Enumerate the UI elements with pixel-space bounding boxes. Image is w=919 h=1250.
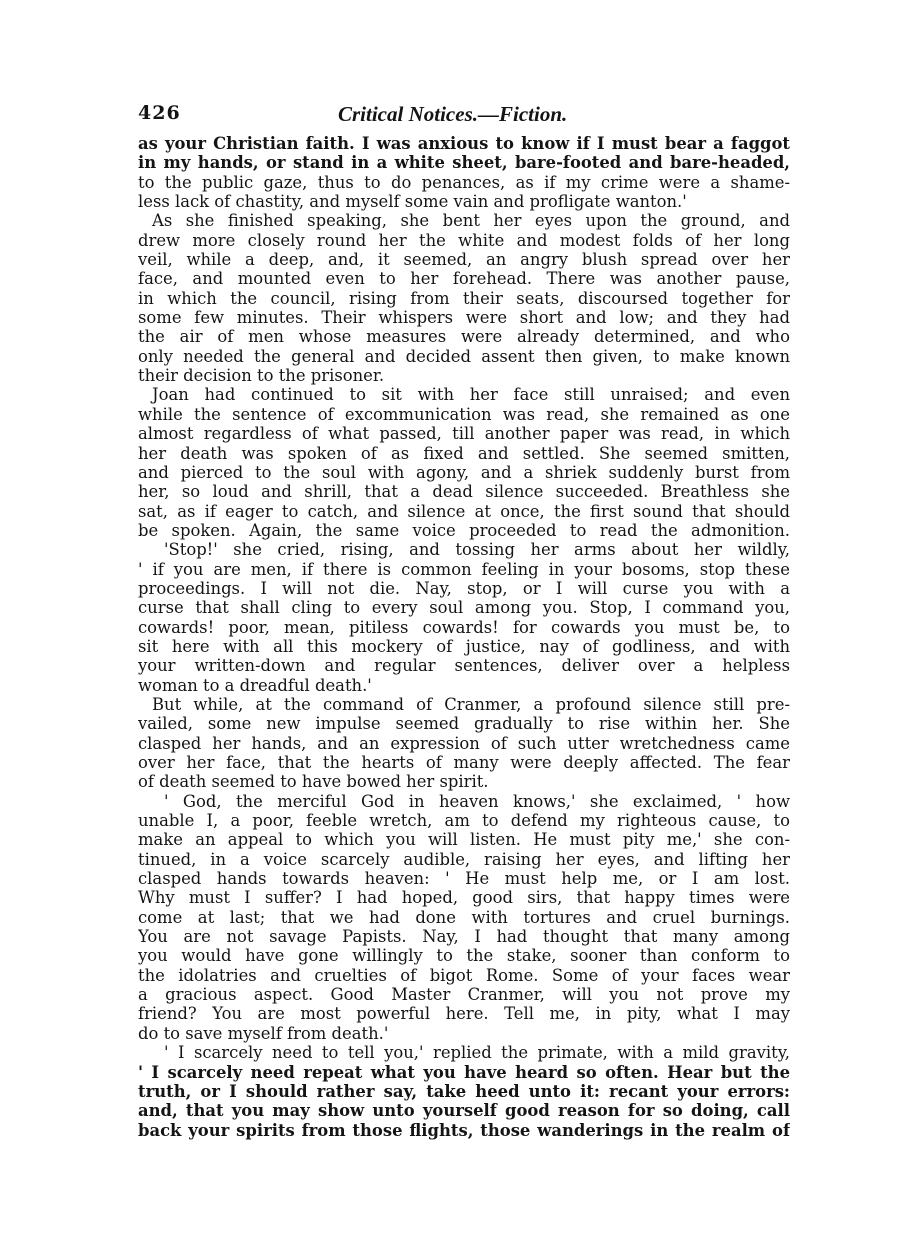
text-line: their decision to the prisoner. xyxy=(138,366,385,386)
text-line: in my hands, or stand in a white sheet, bare-footed and bare-headed, xyxy=(138,153,790,173)
text-line: her, so loud and shrill, that a dead silence succeeded. Breathless she xyxy=(138,482,790,502)
text-line: you would have gone willingly to the stake, sooner than conform to xyxy=(138,946,790,966)
text-line: woman to a dreadful death.' xyxy=(138,675,372,695)
text-line: tinued, in a voice scarcely audible, raising her eyes, and lifting her xyxy=(138,849,790,869)
text-line: vailed, some new impulse seemed gradually to rise within her. She xyxy=(138,714,790,734)
paragraph-start-line: ' God, the merciful God in heaven knows,' she exclaimed, ' how xyxy=(164,791,790,811)
paragraph-start-line: Joan had continued to sit with her face still unraised; and even xyxy=(152,385,790,405)
page-header xyxy=(138,102,790,126)
text-line: come at last; that we had done with tortures and cruel burnings. xyxy=(138,907,790,927)
paragraph-start-line: ' I scarcely need to tell you,' replied the primate, with a mild gravity, xyxy=(164,1043,790,1063)
text-line: a gracious aspect. Good Master Cranmer, will you not prove my xyxy=(138,985,790,1005)
text-line: proceedings. I will not die. Nay, stop, or I will curse you with a xyxy=(138,578,790,598)
text-line: while the sentence of excommunication was read, she remained as one xyxy=(138,404,790,424)
paragraph-start-line: As she finished speaking, she bent her eyes upon the ground, and xyxy=(152,211,790,231)
text-line: clasped her hands, and an expression of such utter wretchedness came xyxy=(138,733,790,753)
text-line: veil, while a deep, and, it seemed, an angry blush spread over her xyxy=(138,250,790,270)
text-line: back your spirits from those flights, those wanderings in the realm of xyxy=(138,1120,790,1140)
text-line: You are not savage Papists. Nay, I had thought that many among xyxy=(138,927,790,947)
text-line: ' if you are men, if there is common feeling in your bosoms, stop these xyxy=(138,559,790,579)
text-line: sat, as if eager to catch, and silence at once, the first sound that should xyxy=(138,501,790,521)
text-line: sit here with all this mockery of justice, nay of godliness, and with xyxy=(138,636,790,656)
body-text xyxy=(138,134,790,1140)
text-line: clasped hands towards heaven: ' He must help me, or I am lost. xyxy=(138,869,790,889)
text-line: almost regardless of what passed, till another paper was read, in which xyxy=(138,424,790,444)
text-line: Why must I suffer? I had hoped, good sirs, that happy times were xyxy=(138,888,790,908)
text-line: curse that shall cling to every soul among you. Stop, I command you, xyxy=(138,598,790,618)
text-line: some few minutes. Their whispers were short and low; and they had xyxy=(138,308,790,328)
page-number: 426 xyxy=(138,102,181,124)
text-line: to the public gaze, thus to do penances, as if my crime were a shame- xyxy=(138,172,790,192)
text-line: ' I scarcely need repeat what you have heard so often. Hear but the xyxy=(138,1062,790,1082)
paragraph-start-line: But while, at the command of Cranmer, a profound silence still pre- xyxy=(152,694,790,714)
text-line: over her face, that the hearts of many were deeply affected. The fear xyxy=(138,753,790,772)
text-line: in which the council, rising from their seats, discoursed together for xyxy=(138,288,790,308)
text-line: friend? You are most powerful here. Tell me, in pity, what I may xyxy=(138,1004,790,1024)
text-line: make an appeal to which you will listen. He must pity me,' she con- xyxy=(138,830,790,850)
text-line: and, that you may show unto yourself good reason for so doing, call xyxy=(138,1101,790,1121)
text-line: the air of men whose measures were already determined, and who xyxy=(138,327,790,347)
text-line: her death was spoken of as fixed and settled. She seemed smitten, xyxy=(138,443,790,463)
text-line: of death seemed to have bowed her spirit. xyxy=(138,772,489,792)
text-line: only needed the general and decided assent then given, to make known xyxy=(138,346,790,366)
text-line: truth, or I should rather say, take heed unto it: recant your errors: xyxy=(138,1081,790,1101)
text-line: the idolatries and cruelties of bigot Rome. Some of your faces wear xyxy=(138,965,790,985)
text-line: less lack of chastity, and myself some vain and profligate wanton.' xyxy=(138,192,687,212)
text-line: as your Christian faith. I was anxious to know if I must bear a faggot xyxy=(138,134,790,153)
text-line: face, and mounted even to her forehead. There was another pause, xyxy=(138,269,790,289)
text-line: your written-down and regular sentences, deliver over a helpless xyxy=(138,656,790,676)
text-line: drew more closely round her the white and modest folds of her long xyxy=(138,230,790,250)
paragraph-start-line: 'Stop!' she cried, rising, and tossing her arms about her wildly, xyxy=(164,540,790,560)
text-line: unable I, a poor, feeble wretch, am to defend my righteous cause, to xyxy=(138,811,790,831)
running-title: Critical Notices.—Fiction. xyxy=(338,102,568,126)
text-line: do to save myself from death.' xyxy=(138,1023,389,1043)
text-line: and pierced to the soul with agony, and a shriek suddenly burst from xyxy=(138,462,790,482)
text-line: cowards! poor, mean, pitiless cowards! for cowards you must be, to xyxy=(138,617,790,637)
text-line: be spoken. Again, the same voice proceeded to read the admonition. xyxy=(138,520,790,540)
